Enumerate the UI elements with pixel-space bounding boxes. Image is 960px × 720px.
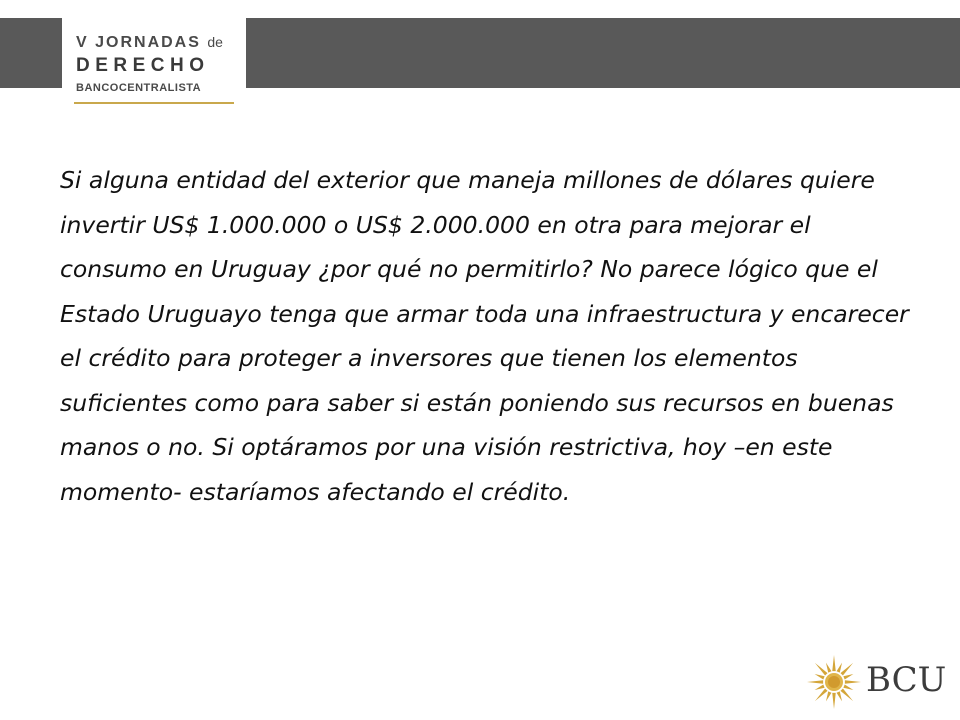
header-band: [0, 18, 960, 94]
logo-underline: [74, 102, 234, 104]
sun-ray: [840, 688, 853, 701]
logo-title-suffix: de: [207, 34, 223, 50]
logo-title-main: V JORNADAS: [76, 34, 201, 51]
sun-ray: [837, 663, 843, 673]
logo-title-line: [76, 34, 223, 52]
slide-paragraph: Si alguna entidad del exterior que maneja millones de dólares quiere invertir US$ 1.000.000 o US$ 2.000.000 en otra para mejorar el consumo en Uruguay ¿por qué no permitirlo? No parece lógico que el Estado Uruguayo tenga que armar toda una infraestructura y encarecer el crédito para proteger a inversores que tienen los elementos suficientes como para saber si están poniendo sus recursos en buenas manos o no. Si optáramos por una visión restrictiva, hoy –en este momento- estaríamos afectando el crédito.: [60, 166, 909, 506]
bcu-logo-text: BCU: [866, 660, 947, 700]
logo-subtitle: BANCOCENTRALISTA: [76, 82, 202, 94]
sun-ray: [815, 685, 825, 691]
sun-ray: [807, 680, 823, 684]
sun-ray: [832, 693, 836, 709]
sun-ray: [840, 663, 853, 676]
sun-ray: [845, 680, 861, 684]
sun-ray: [832, 655, 836, 671]
sun-ray: [826, 663, 832, 673]
sun-ray: [815, 688, 828, 701]
event-logo: [62, 18, 246, 106]
sun-ray: [826, 691, 832, 701]
sun-ray: [815, 663, 828, 676]
sun-ray: [843, 685, 853, 691]
sun-ray: [837, 691, 843, 701]
sun-icon: [806, 654, 862, 710]
bcu-logo: [806, 654, 946, 710]
sun-ray: [843, 674, 853, 680]
logo-subject: DERECHO: [76, 55, 210, 76]
sun-ray: [815, 674, 825, 680]
